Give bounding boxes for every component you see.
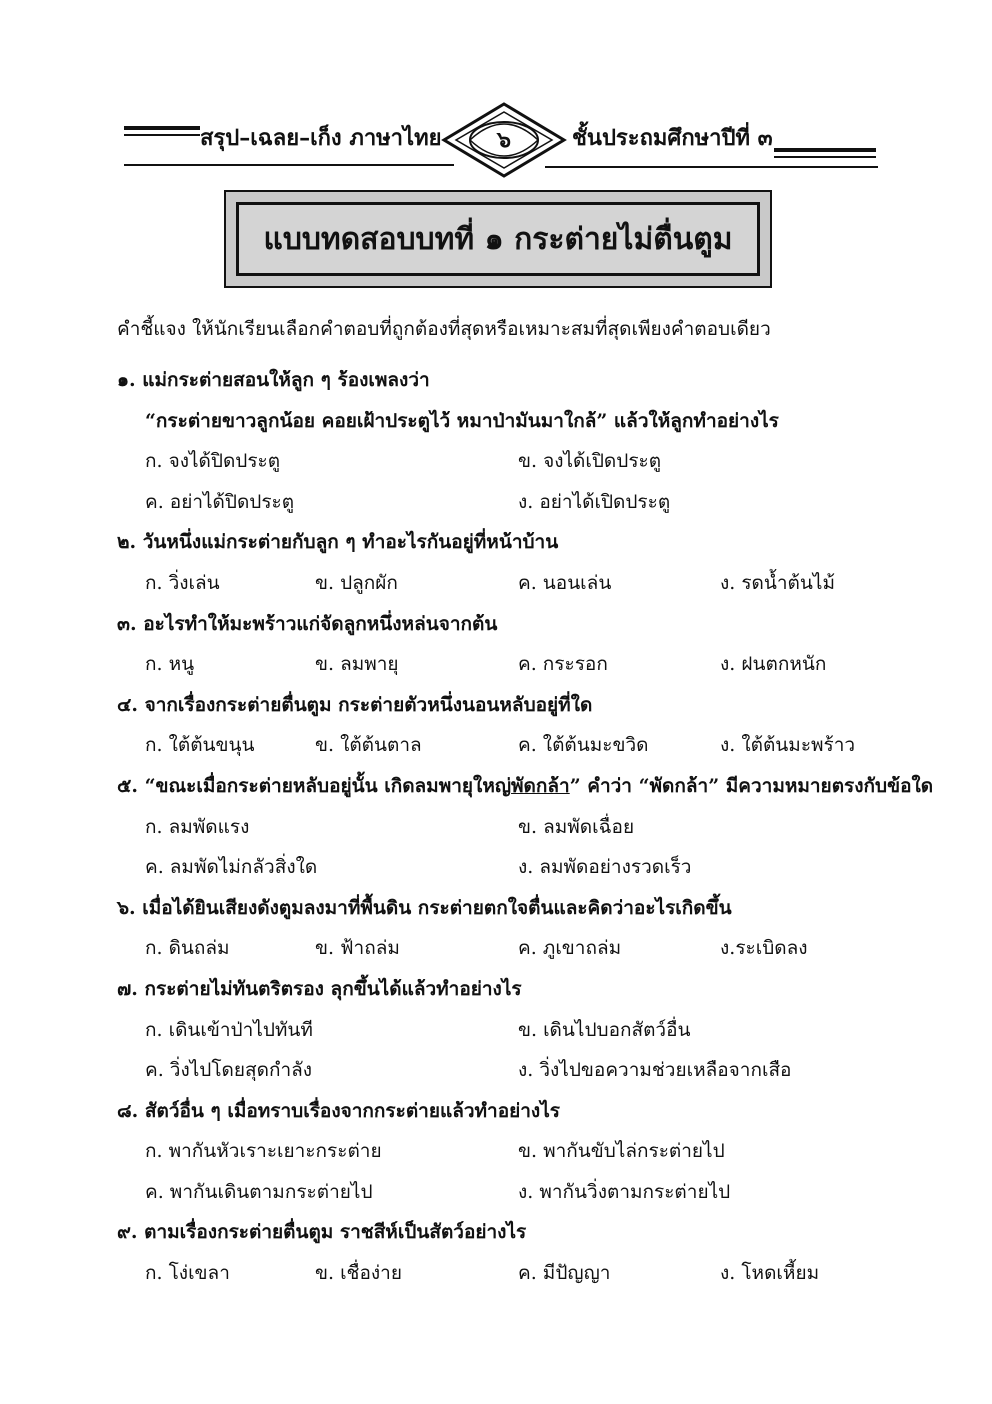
question-list — [0, 360, 992, 1294]
option-b[interactable]: ข. เดินไปบอกสัตว์อื่น — [518, 1018, 691, 1041]
page-header — [0, 0, 992, 180]
header-rule-right-top — [774, 148, 876, 152]
option-b[interactable]: ข. ปลูกผัก — [315, 571, 398, 594]
option-d[interactable]: ง. ใต้ต้นมะพร้าว — [720, 734, 856, 757]
question-text — [117, 766, 933, 807]
option-b[interactable]: ข. ฟ้าถล่ม — [315, 937, 400, 960]
option-a[interactable]: ก. ลมพัดแรง — [145, 815, 250, 838]
header-right-text: ชั้นประถมศึกษาปีที่ ๓ — [572, 125, 773, 151]
header-left-text: สรุป–เฉลย–เก็ง ภาษาไทย — [200, 125, 442, 151]
option-c[interactable]: ค. กระรอก — [518, 653, 608, 676]
option-d[interactable]: ง. วิ่งไปขอความช่วยเหลือจากเสือ — [518, 1059, 792, 1082]
title-inner-frame — [236, 202, 760, 276]
option-c[interactable]: ค. นอนเล่น — [518, 571, 612, 594]
option-b[interactable]: ข. พากันขับไล่กระต่ายไป — [518, 1140, 725, 1163]
option-a[interactable]: ก. พากันหัวเราะเยาะกระต่าย — [145, 1140, 382, 1163]
question-quote: “กระต่ายขาวลูกน้อย คอยเฝ้าประตูไว้ หมาป่ามันมาใกล้” แล้วให้ลูกทำอย่างไร — [145, 409, 779, 432]
header-rule-right-under — [545, 166, 878, 168]
option-c[interactable]: ค. ลมพัดไม่กลัวสิ่งใด — [145, 856, 318, 879]
question-text: ๖. เมื่อได้ยินเสียงดังตูมลงมาที่พื้นดิน กระต่ายตกใจตื่นและคิดว่าอะไรเกิดขึ้น — [117, 896, 732, 919]
question-text: ๒. วันหนึ่งแม่กระต่ายกับลูก ๆ ทำอะไรกันอยู่ที่หน้าบ้าน — [117, 531, 559, 554]
option-c[interactable]: ค. พากันเดินตามกระต่ายไป — [145, 1180, 373, 1203]
option-c[interactable]: ค. วิ่งไปโดยสุดกำลัง — [145, 1059, 313, 1082]
option-a[interactable]: ก. เดินเข้าป่าไปทันที — [145, 1018, 313, 1041]
option-d[interactable]: ง.ระเบิดลง — [720, 937, 808, 960]
option-a[interactable]: ก. วิ่งเล่น — [145, 571, 220, 594]
question-text: ๗. กระต่ายไม่ทันตริตรอง ลุกขึ้นได้แล้วทำอย่างไร — [117, 977, 522, 1000]
question-9 — [0, 1212, 992, 1293]
option-b[interactable]: ข. ลมพัดเฉื่อย — [518, 815, 635, 838]
question-3 — [0, 604, 992, 685]
question-6 — [0, 888, 992, 969]
option-d[interactable]: ง. ลมพัดอย่างรวดเร็ว — [518, 856, 692, 879]
instruction-text: คำชี้แจง ให้นักเรียนเลือกคำตอบที่ถูกต้องที่สุดหรือเหมาะสมที่สุดเพียงคำตอบเดียว — [117, 318, 771, 340]
option-a[interactable]: ก. ดินถล่ม — [145, 937, 230, 960]
question-4 — [0, 685, 992, 766]
header-rule-left-top — [124, 126, 200, 130]
question-text-part-2: ” คำว่า “พัดกล้า” มีความหมายตรงกับข้อใด — [569, 774, 934, 797]
option-b[interactable]: ข. จงได้เปิดประตู — [518, 450, 662, 473]
option-c[interactable]: ค. ภูเขาถล่ม — [518, 937, 622, 960]
option-c[interactable]: ค. มีปัญญา — [518, 1262, 611, 1285]
question-text: ๘. สัตว์อื่น ๆ เมื่อทราบเรื่องจากกระต่ายแล้วทำอย่างไร — [117, 1099, 560, 1122]
question-text-part-1: ๕. “ขณะเมื่อกระต่ายหลับอยู่นั้น เกิดลมพายุใหญ่ — [117, 774, 512, 797]
title-box — [224, 190, 772, 288]
option-a[interactable]: ก. ใต้ต้นขนุน — [145, 734, 255, 757]
question-1 — [0, 360, 992, 522]
question-7 — [0, 969, 992, 1091]
question-text: ๓. อะไรทำให้มะพร้าวแก่จัดลูกหนึ่งหล่นจากต้น — [117, 612, 498, 635]
option-a[interactable]: ก. จงได้ปิดประตู — [145, 450, 281, 473]
option-d[interactable]: ง. พากันวิ่งตามกระต่ายไป — [518, 1180, 731, 1203]
underlined-word: พัดกล้า — [511, 774, 570, 797]
header-rule-left-bottom — [124, 134, 200, 136]
option-c[interactable]: ค. อย่าได้ปิดประตู — [145, 490, 295, 513]
page-title: แบบทดสอบบทที่ ๑ กระต่ายไม่ตื่นตูม — [263, 221, 733, 257]
option-d[interactable]: ง. อย่าได้เปิดประตู — [518, 490, 671, 513]
option-b[interactable]: ข. ใต้ต้นตาล — [315, 734, 422, 757]
question-text: ๙. ตามเรื่องกระต่ายตื่นตูม ราชสีห์เป็นสัตว์อย่างไร — [117, 1221, 527, 1244]
question-text: ๔. จากเรื่องกระต่ายตื่นตูม กระต่ายตัวหนึ่งนอนหลับอยู่ที่ใด — [117, 693, 593, 716]
page-number-emblem — [440, 100, 568, 180]
question-5 — [0, 766, 992, 888]
question-2 — [0, 522, 992, 603]
header-rule-right-bottom — [774, 156, 876, 158]
option-d[interactable]: ง. รดน้ำต้นไม้ — [720, 571, 835, 594]
option-d[interactable]: ง. ฝนตกหนัก — [720, 653, 827, 676]
option-b[interactable]: ข. เชื่อง่าย — [315, 1262, 402, 1285]
option-a[interactable]: ก. หนู — [145, 653, 195, 676]
option-c[interactable]: ค. ใต้ต้นมะขวิด — [518, 734, 649, 757]
header-rule-left-under — [124, 164, 454, 166]
question-8 — [0, 1091, 992, 1213]
option-b[interactable]: ข. ลมพายุ — [315, 653, 399, 676]
option-a[interactable]: ก. โง่เขลา — [145, 1262, 230, 1285]
question-text: ๑. แม่กระต่ายสอนให้ลูก ๆ ร้องเพลงว่า — [117, 369, 430, 391]
page-number: ๖ — [497, 127, 511, 153]
option-d[interactable]: ง. โหดเหี้ยม — [720, 1262, 820, 1285]
